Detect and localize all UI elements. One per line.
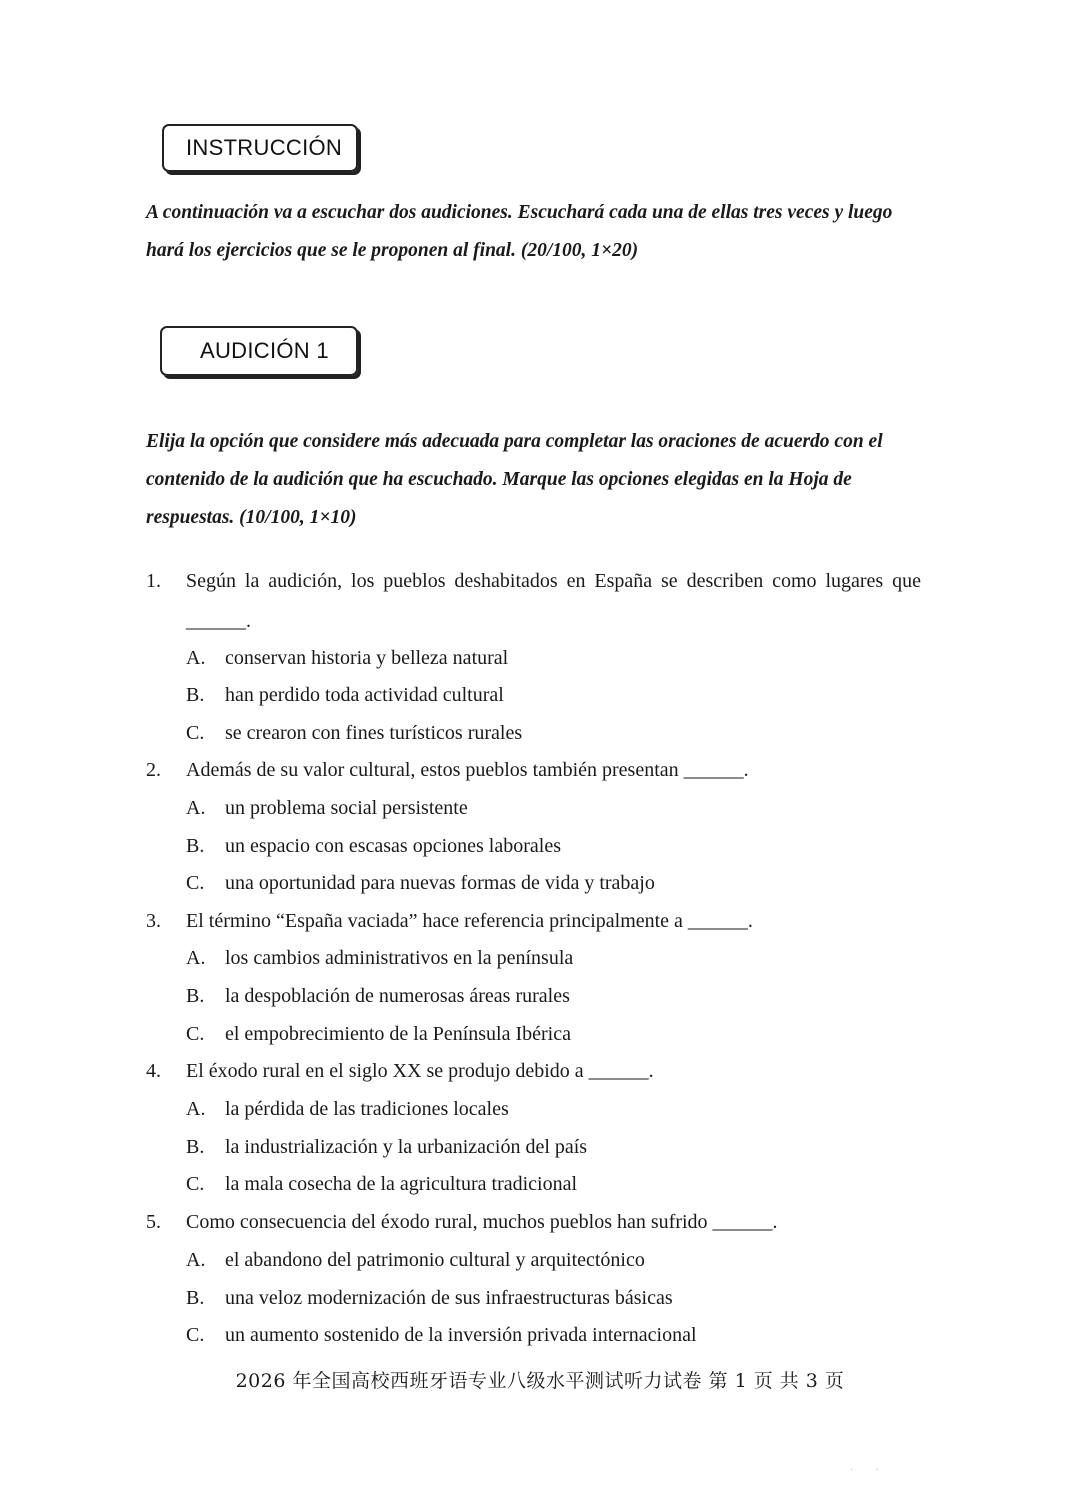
option-letter: A. (186, 647, 206, 669)
option-letter: B. (186, 1136, 205, 1158)
option-text: un problema social persistente (225, 797, 468, 819)
option-text: la pérdida de las tradiciones locales (225, 1098, 509, 1120)
audicion-heading-box (160, 326, 358, 376)
option-text: una veloz modernización de sus infraestructuras básicas (225, 1287, 673, 1309)
instruccion-heading-box (162, 124, 358, 172)
question-text: Según la audición, los pueblos deshabitados en España se describen como lugares que ______. (186, 570, 921, 632)
option-letter: C. (186, 872, 205, 894)
option-letter: C. (186, 1324, 205, 1346)
option-letter: C. (186, 722, 205, 744)
question-number: 1. (146, 570, 161, 592)
option-text: se crearon con fines turísticos rurales (225, 722, 523, 744)
instruccion-heading: INSTRUCCIÓN (186, 135, 343, 160)
option-letter: A. (186, 947, 206, 969)
option-text: la despoblación de numerosas áreas rurales (225, 985, 570, 1007)
question-number: 5. (146, 1211, 161, 1233)
option-text: han perdido toda actividad cultural (225, 684, 504, 706)
question-number: 4. (146, 1060, 161, 1082)
option-text: una oportunidad para nuevas formas de vida y trabajo (225, 872, 655, 894)
question-text: El éxodo rural en el siglo XX se produjo debido a ______. (186, 1060, 654, 1082)
option-letter: A. (186, 1249, 206, 1271)
option-text: un aumento sostenido de la inversión privada internacional (225, 1324, 697, 1346)
audicion-heading: AUDICIÓN 1 (200, 338, 329, 363)
option-letter: C. (186, 1173, 205, 1195)
question-text: Como consecuencia del éxodo rural, muchos pueblos han sufrido ______. (186, 1211, 778, 1233)
option-letter: B. (186, 985, 205, 1007)
page-footer: 2026 年全国高校西班牙语专业八级水平测试听力试卷 第 1 页 共 3 页 (235, 1370, 845, 1392)
question-text: Además de su valor cultural, estos pueblos también presentan ______. (186, 759, 749, 781)
scan-specks: · · (850, 1465, 879, 1476)
option-text: los cambios administrativos en la península (225, 947, 574, 969)
option-letter: C. (186, 1023, 205, 1045)
question-number: 2. (146, 759, 161, 781)
option-letter: B. (186, 684, 205, 706)
option-text: el empobrecimiento de la Península Ibérica (225, 1023, 571, 1045)
question-text: El término “España vaciada” hace referencia principalmente a ______. (186, 910, 753, 932)
option-text: el abandono del patrimonio cultural y arquitectónico (225, 1249, 645, 1271)
instruccion-text: A continuación va a escuchar dos audiciones. Escuchará cada una de ellas tres veces y luego hará los ejercicios que se le proponen al final. (20/100, 1×20) (146, 202, 893, 261)
question-number: 3. (146, 910, 161, 932)
option-text: conservan historia y belleza natural (225, 647, 509, 669)
option-letter: A. (186, 797, 206, 819)
audicion-instruction-text: Elija la opción que considere más adecuada para completar las oraciones de acuerdo con el contenido de la audición que ha escuchado. Marque las opciones elegidas en la Hoja de respuestas. (10/100, 1×10) (146, 431, 883, 528)
option-text: la industrialización y la urbanización del país (225, 1136, 588, 1158)
option-text: la mala cosecha de la agricultura tradicional (225, 1173, 578, 1195)
option-text: un espacio con escasas opciones laborales (225, 835, 561, 857)
option-letter: B. (186, 835, 205, 857)
option-letter: B. (186, 1287, 205, 1309)
option-letter: A. (186, 1098, 206, 1120)
